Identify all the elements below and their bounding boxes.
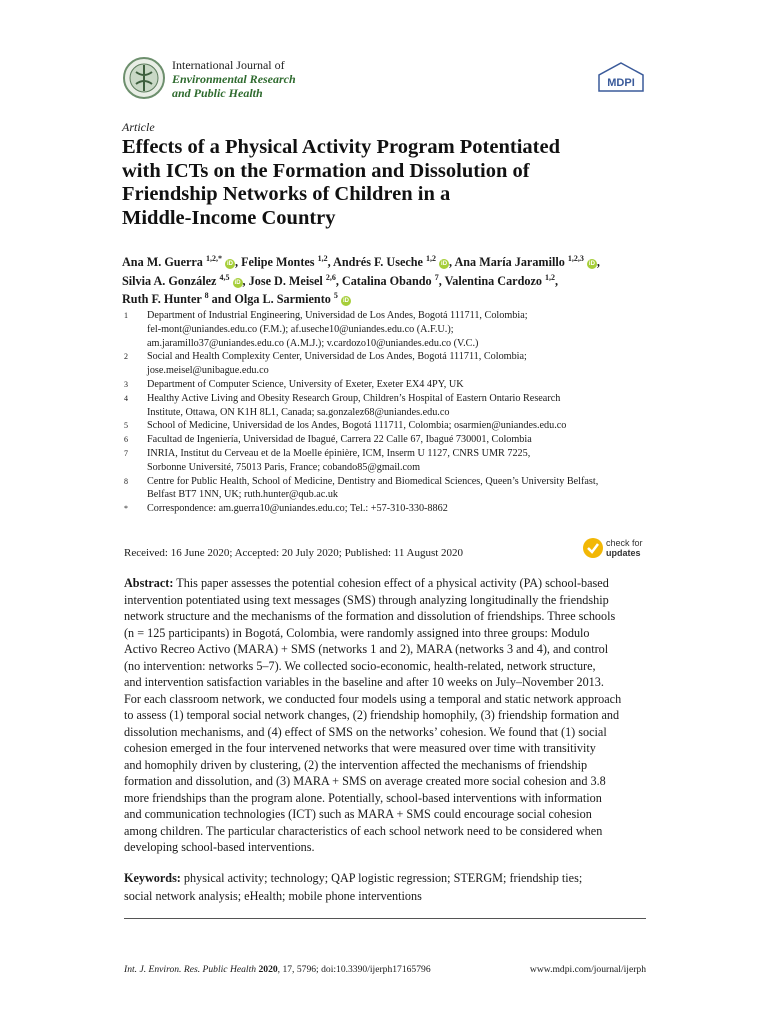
affiliation-number: 2: [124, 352, 128, 362]
author-separator: ,: [438, 273, 445, 288]
affiliation-text: Social and Health Complexity Center, Universidad de Los Andes, Bogotá 111711, Colombia;: [147, 351, 527, 363]
affiliation-number: 6: [124, 435, 128, 445]
affiliation-item: [124, 475, 654, 503]
check-updates-line1: check for: [606, 538, 643, 548]
affiliation-item: [124, 309, 654, 350]
affiliation-item: [124, 378, 654, 392]
author-name: Felipe Montes: [241, 255, 315, 269]
author-affiliation-sup: 1,2,*: [205, 253, 222, 263]
keywords-line: social network analysis; eHealth; mobile phone interventions: [124, 888, 422, 903]
mdpi-logo: [596, 62, 646, 92]
footer-journal-url[interactable]: www.mdpi.com/journal/ijerph: [529, 964, 646, 975]
affiliation-text: Healthy Active Living and Obesity Research Group, Children’s Hospital of Eastern Ontario Research: [147, 392, 561, 404]
author-line: [122, 290, 652, 309]
abstract-text: This paper assesses the potential cohesion effect of a physical activity (PA) school-based: [176, 576, 609, 590]
abstract-line: and intervention satisfaction variables in the baseline and after 10 weeks on July–November 2013.: [124, 675, 604, 689]
affiliation-text: fel-mont@uniandes.edu.co (F.M.); af.useche10@uniandes.edu.co (A.F.U.);: [147, 323, 454, 335]
mdpi-logo-text: MDPI: [607, 77, 635, 89]
abstract-line: and communication technologies (ICT) such as MARA + SMS could encourage social cohesion: [124, 807, 592, 821]
divider: [124, 918, 646, 919]
affiliation-number: 5: [124, 421, 128, 431]
author-separator: ,: [327, 255, 334, 269]
affiliation-text: jose.meisel@unibague.edu.co: [147, 365, 269, 377]
keywords-label: Keywords:: [124, 871, 181, 885]
title-line: with ICTs on the Formation and Dissolution of: [122, 159, 530, 182]
author-name: Valentina Cardozo: [444, 273, 542, 288]
journal-header: [122, 56, 646, 106]
affiliation-text: Correspondence: am.guerra10@uniandes.edu.co; Tel.: +57-310-330-8862: [147, 503, 448, 515]
keywords-text: physical activity; technology; QAP logistic regression; STERGM; friendship ties;: [183, 871, 583, 885]
author-name: Andrés F. Useche: [333, 255, 423, 269]
affiliation-number: 7: [124, 448, 128, 458]
journal-name: [172, 58, 296, 100]
affiliation-number: 4: [124, 393, 128, 403]
author-affiliation-sup: 4,5: [219, 272, 230, 282]
author-affiliation-sup: 5: [333, 290, 338, 300]
author-affiliation-sup: 1,2,3: [567, 253, 584, 263]
journal-emblem-icon: [122, 56, 166, 100]
footer-citation-details: , 17, 5796; doi:10.3390/ijerph17165796: [277, 964, 431, 975]
affiliation-text: School of Medicine, Universidad de los Andes, Bogotá 111711, Colombia; osarmien@uniandes.edu.co: [147, 420, 567, 432]
affiliation-text: Institute, Ottawa, ON K1H 8L1, Canada; sa.gonzalez68@uniandes.edu.co: [147, 406, 450, 418]
affiliation-text: am.jaramillo37@uniandes.edu.co (A.M.J.); v.cardozo10@uniandes.edu.co (V.C.): [147, 337, 479, 349]
affiliation-number: *: [124, 504, 128, 514]
affiliation-item: [124, 447, 654, 475]
author-name: Ana M. Guerra: [122, 255, 203, 269]
author-separator: ,: [555, 273, 559, 288]
affiliation-item: [124, 502, 654, 516]
author-separator: ,: [449, 255, 455, 269]
author-separator: and: [208, 292, 235, 306]
check-updates-line2: updates: [606, 548, 641, 558]
abstract-line: developing school-based interventions.: [124, 840, 315, 854]
affiliation-text: Centre for Public Health, School of Medicine, Dentistry and Biomedical Sciences, Queen’s University Belfast,: [147, 475, 599, 487]
author-name: Catalina Obando: [341, 273, 432, 288]
check-updates-label: [606, 538, 643, 558]
title-line: Effects of a Physical Activity Program Potentiated: [122, 136, 560, 158]
affiliation-text: Belfast BT7 1NN, UK; ruth.hunter@qub.ac.uk: [147, 489, 339, 501]
check-for-updates-badge[interactable]: [582, 535, 652, 563]
affiliation-number: 3: [124, 379, 128, 389]
affiliation-item: [124, 433, 654, 447]
abstract-line: dissolution mechanisms, and (4) effect of SMS on the networks’ cohesion. We found that (1) social: [124, 724, 607, 739]
affiliation-item: [124, 392, 654, 420]
orcid-icon[interactable]: iD: [234, 279, 241, 286]
author-separator: ,: [235, 255, 242, 269]
author-name: Olga L. Sarmiento: [234, 292, 331, 306]
abstract-first-line: [124, 575, 646, 592]
author-affiliation-sup: 1,2: [545, 272, 556, 282]
keywords: [124, 870, 646, 905]
affiliation-text: Department of Industrial Engineering, Universidad de Los Andes, Bogotá 111711, Colombia;: [147, 310, 528, 321]
journal-name-line3: and Public Health: [172, 86, 263, 100]
orcid-icon[interactable]: iD: [227, 261, 233, 267]
check-updates-icon: [582, 537, 604, 559]
affiliation-text: Sorbonne Université, 75013 Paris, France; cobando85@gmail.com: [147, 461, 421, 473]
footer-citation: [124, 964, 431, 975]
affiliations: [124, 309, 654, 516]
author-name: Ana María Jaramillo: [454, 255, 565, 269]
title-line: Middle-Income Country: [122, 206, 336, 229]
journal-name-line2: Environmental Research: [172, 72, 296, 86]
journal-name-line1: International Journal of: [172, 58, 285, 72]
author-line: [122, 272, 652, 291]
article-type: Article: [122, 120, 155, 134]
affiliation-text: Facultad de Ingeniería, Universidad de Ibagué, Carrera 22 Calle 67, Ibagué 730001, Colombia: [147, 434, 532, 446]
author-affiliation-sup: 7: [434, 272, 439, 282]
affiliation-text: Department of Computer Science, University of Exeter, Exeter EX4 4PY, UK: [147, 378, 464, 390]
affiliation-item: [124, 350, 654, 378]
author-affiliation-sup: 1,2: [317, 253, 328, 263]
abstract-line: more friendships than the program alone. Potentially, school-based interventions with information: [124, 790, 602, 805]
author-name: Silvia A. González: [122, 273, 217, 288]
abstract-line: Activo Recreo Activo (MARA) + SMS (networks 1 and 2), MARA (networks 3 and 4), and control: [124, 642, 609, 656]
abstract-line: (n = 125 participants) in Bogotá, Colombia, were randomly assigned into three groups: Modulo: [124, 625, 590, 640]
abstract-label: Abstract:: [124, 576, 174, 590]
orcid-icon[interactable]: iD: [342, 298, 349, 304]
author-name: Jose D. Meisel: [248, 273, 323, 288]
author-separator: ,: [335, 273, 342, 288]
abstract-line: network structure and the mechanisms of the formation and dissolution of friendships. Three schools: [124, 609, 616, 623]
abstract-line: formation and dissolution, and (3) MARA + SMS on average created more social cohesion and 3.8: [124, 774, 606, 788]
abstract-line: For each classroom network, we conducted four models using a temporal and static network approach: [124, 691, 622, 706]
orcid-icon[interactable]: iD: [588, 261, 595, 267]
abstract-line: to assess (1) temporal social network changes, (2) friendship homophily, (3) friendship formation and: [124, 708, 620, 722]
author-affiliation-sup: 1,2: [426, 253, 436, 263]
affiliation-number: 1: [124, 311, 128, 320]
abstract: [124, 575, 646, 856]
footer-journal-abbrev: Int. J. Environ. Res. Public Health: [124, 964, 257, 975]
paper-title: [122, 136, 642, 230]
author-separator: ,: [242, 273, 249, 288]
author-affiliation-sup: 8: [204, 290, 209, 300]
orcid-icon[interactable]: iD: [441, 261, 448, 267]
abstract-line: cohesion emerged in the four intervened networks that were measured over time with transitivity: [124, 741, 596, 755]
author-name: Ruth F. Hunter: [122, 292, 202, 306]
author-list: [122, 253, 652, 309]
affiliation-number: 8: [124, 476, 128, 486]
abstract-line: intervention potentiated using text messages (SMS) through analyzing longitudinally the friendship: [124, 592, 609, 607]
keywords-first-line: [124, 870, 646, 888]
footer-year: 2020: [258, 964, 278, 975]
author-separator: ,: [596, 255, 600, 269]
affiliation-text: INRIA, Institut du Cerveau et de la Moelle épinière, ICM, Inserm U 1127, CNRS UMR 7225,: [147, 447, 531, 459]
abstract-line: (no intervention: networks 5–7). We collected socio-economic, health-related, network structure,: [124, 658, 596, 673]
abstract-line: and homophily driven by clustering, (2) the intervention affected the mechanisms of friendship: [124, 757, 588, 772]
author-line: [122, 253, 652, 272]
abstract-line: among children. The particular characteristics of each school network need to be considered when: [124, 823, 603, 838]
publication-dates: Received: 16 June 2020; Accepted: 20 July 2020; Published: 11 August 2020: [124, 547, 464, 559]
author-affiliation-sup: 2,6: [325, 272, 336, 282]
affiliation-item: [124, 419, 654, 433]
title-line: Friendship Networks of Children in a: [122, 183, 451, 205]
